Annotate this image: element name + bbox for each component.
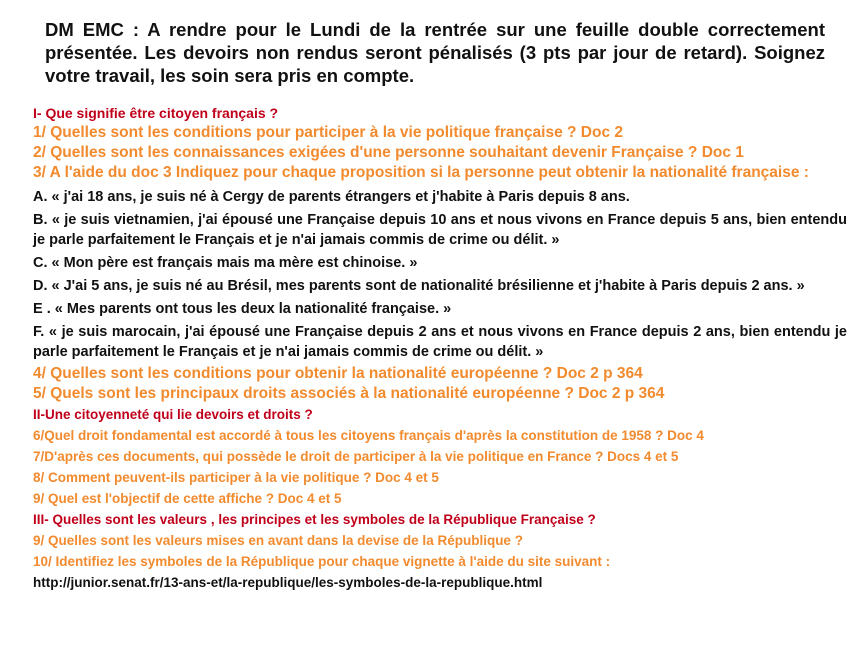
- proposition-f: F. « je suis marocain, j'ai épousé une Française depuis 2 ans et nous vivons en France depuis 2 ans, bien entendu je parle parfaitement le Français et je n'ai jamais commis de crime ou délit. »: [33, 324, 847, 360]
- senat-link[interactable]: http://junior.senat.fr/13-ans-et/la-republique/les-symboles-de-la-republique.html: [33, 575, 543, 590]
- section-3-title: III- Quelles sont les valeurs , les principes et les symboles de la République Française ?: [33, 512, 596, 527]
- question-7: 7/D'après ces documents, qui possède le droit de participer à la vie politique en France ? Docs 4 et 5: [33, 449, 679, 464]
- section-1-title: I- Que signifie être citoyen français ?: [33, 105, 279, 121]
- question-2: 2/ Quelles sont les connaissances exigées d'une personne souhaitant devenir Française ? Doc 1: [33, 144, 744, 161]
- question-9-devise: 9/ Quelles sont les valeurs mises en avant dans la devise de la République ?: [33, 533, 523, 548]
- question-1: 1/ Quelles sont les conditions pour participer à la vie politique française ? Doc 2: [33, 124, 624, 141]
- section-2-title: II-Une citoyenneté qui lie devoirs et droits ?: [33, 407, 313, 422]
- question-5: 5/ Quels sont les principaux droits associés à la nationalité européenne ? Doc 2 p 364: [33, 385, 665, 402]
- question-6: 6/Quel droit fondamental est accordé à tous les citoyens français d'après la constitution de 1958 ? Doc 4: [33, 428, 704, 443]
- proposition-b: B. « je suis vietnamien, j'ai épousé une Française depuis 10 ans et nous vivons en France depuis 5 ans, bien entendu je parle parfaitement le Français et je n'ai jamais commis de crime ou délit. »: [33, 212, 847, 248]
- proposition-a: A. « j'ai 18 ans, je suis né à Cergy de parents étrangers et j'habite à Paris depuis 8 ans.: [33, 189, 630, 205]
- proposition-e: E . « Mes parents ont tous les deux la nationalité française. »: [33, 301, 452, 317]
- question-10: 10/ Identifiez les symboles de la République pour chaque vignette à l'aide du site suivant :: [33, 554, 611, 569]
- question-3: 3/ A l'aide du doc 3 Indiquez pour chaque proposition si la personne peut obtenir la nationalité française :: [33, 164, 809, 181]
- proposition-c: C. « Mon père est français mais ma mère est chinoise. »: [33, 255, 418, 271]
- assignment-header: DM EMC : A rendre pour le Lundi de la rentrée sur une feuille double correctement présentée. Les devoirs non rendus seront pénalisés (3 pts par jour de retard). Soignez votre travail, les soin sera pris en compte.: [45, 19, 825, 86]
- question-8: 8/ Comment peuvent-ils participer à la vie politique ? Doc 4 et 5: [33, 470, 439, 485]
- question-9: 9/ Quel est l'objectif de cette affiche ? Doc 4 et 5: [33, 491, 342, 506]
- proposition-d: D. « J'ai 5 ans, je suis né au Brésil, mes parents sont de nationalité brésilienne et j'habite à Paris depuis 2 ans. »: [33, 278, 805, 294]
- worksheet-content: [33, 104, 847, 593]
- question-4: 4/ Quelles sont les conditions pour obtenir la nationalité européenne ? Doc 2 p 364: [33, 365, 643, 382]
